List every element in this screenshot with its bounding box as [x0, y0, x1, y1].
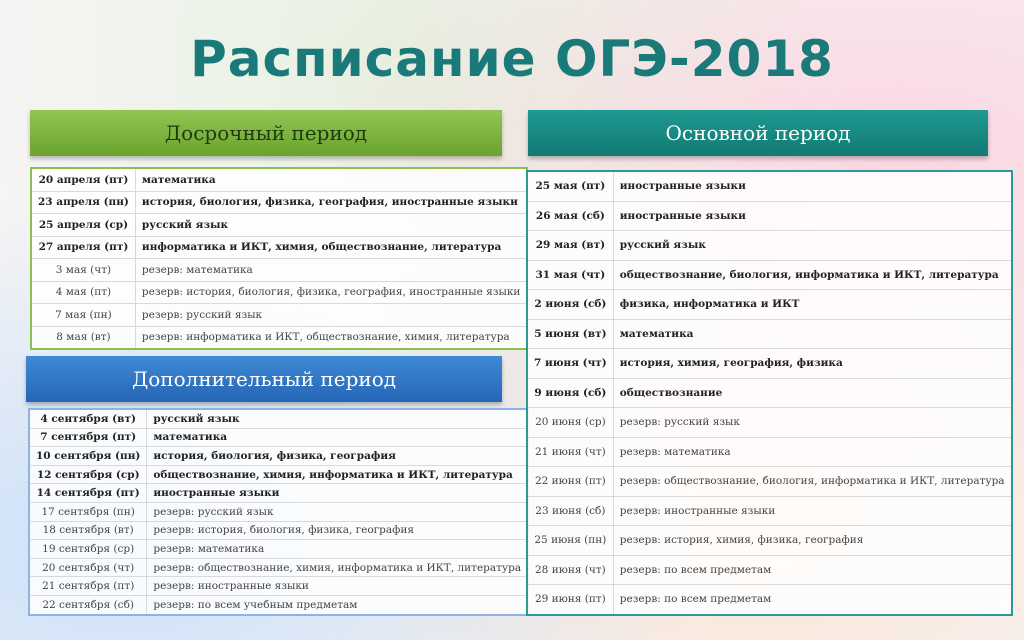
- table-row: [29, 447, 528, 466]
- table-row: [29, 521, 528, 540]
- exam-subjects: резерв: математика: [613, 437, 1011, 467]
- exam-date: 7 мая (пн): [31, 304, 135, 327]
- exam-subjects: математика: [135, 168, 527, 191]
- exam-subjects: история, биология, физика, география: [147, 447, 528, 466]
- exam-subjects: резерв: русский язык: [147, 502, 528, 521]
- exam-date: 21 июня (чт): [527, 437, 613, 467]
- exam-subjects: резерв: русский язык: [135, 304, 527, 327]
- additional-period-header: Дополнительный период: [26, 356, 502, 402]
- table-row: [29, 428, 528, 447]
- exam-subjects: физика, информатика и ИКТ: [613, 290, 1011, 320]
- table-row: [29, 540, 528, 559]
- table-row: [527, 201, 1012, 231]
- early-period-header: Досрочный период: [30, 110, 502, 156]
- table-row: [31, 191, 527, 214]
- table-row: [527, 171, 1012, 201]
- exam-date: 29 июня (пт): [527, 585, 613, 615]
- exam-subjects: русский язык: [613, 231, 1011, 261]
- table-row: [31, 259, 527, 282]
- table-row: [527, 319, 1012, 349]
- table-row: [31, 281, 527, 304]
- exam-date: 27 апреля (пт): [31, 236, 135, 259]
- exam-date: 22 июня (пт): [527, 467, 613, 497]
- table-row: [527, 378, 1012, 408]
- exam-date: 4 мая (пт): [31, 281, 135, 304]
- exam-date: 29 мая (вт): [527, 231, 613, 261]
- table-row: [31, 168, 527, 191]
- table-row: [527, 290, 1012, 320]
- exam-subjects: резерв: информатика и ИКТ, обществознание, химия, литература: [135, 326, 527, 349]
- exam-subjects: резерв: иностранные языки: [147, 577, 528, 596]
- page-title: Расписание ОГЭ-2018: [190, 30, 834, 88]
- exam-date: 22 сентября (сб): [29, 595, 147, 614]
- exam-subjects: резерв: математика: [135, 259, 527, 282]
- exam-subjects: иностранные языки: [147, 484, 528, 503]
- exam-subjects: информатика и ИКТ, химия, обществознание, литература: [135, 236, 527, 259]
- exam-date: 9 июня (сб): [527, 378, 613, 408]
- exam-subjects: обществознание, химия, информатика и ИКТ, литература: [147, 465, 528, 484]
- exam-date: 3 мая (чт): [31, 259, 135, 282]
- exam-date: 26 мая (сб): [527, 201, 613, 231]
- table-row: [29, 484, 528, 503]
- exam-subjects: математика: [613, 319, 1011, 349]
- exam-date: 7 сентября (пт): [29, 428, 147, 447]
- table-row: [29, 502, 528, 521]
- exam-subjects: резерв: история, биология, физика, география, иностранные языки: [135, 281, 527, 304]
- exam-date: 18 сентября (вт): [29, 521, 147, 540]
- table-row: [527, 260, 1012, 290]
- exam-subjects: резерв: математика: [147, 540, 528, 559]
- exam-date: 8 мая (вт): [31, 326, 135, 349]
- exam-date: 5 июня (вт): [527, 319, 613, 349]
- table-row: [31, 304, 527, 327]
- table-row: [31, 214, 527, 237]
- exam-date: 12 сентября (ср): [29, 465, 147, 484]
- exam-subjects: математика: [147, 428, 528, 447]
- table-row: [527, 437, 1012, 467]
- exam-date: 23 апреля (пн): [31, 191, 135, 214]
- exam-subjects: обществознание: [613, 378, 1011, 408]
- exam-subjects: резерв: по всем предметам: [613, 555, 1011, 585]
- main-period-table: [526, 170, 1013, 616]
- exam-subjects: история, биология, физика, география, иностранные языки: [135, 191, 527, 214]
- exam-subjects: резерв: русский язык: [613, 408, 1011, 438]
- exam-subjects: резерв: по всем учебным предметам: [147, 595, 528, 614]
- exam-date: 20 сентября (чт): [29, 558, 147, 577]
- table-row: [29, 577, 528, 596]
- exam-subjects: русский язык: [147, 409, 528, 428]
- exam-date: 2 июня (сб): [527, 290, 613, 320]
- table-row: [29, 465, 528, 484]
- main-period-header: Основной период: [528, 110, 988, 156]
- exam-subjects: резерв: по всем предметам: [613, 585, 1011, 615]
- exam-date: 21 сентября (пт): [29, 577, 147, 596]
- table-row: [527, 467, 1012, 497]
- table-row: [29, 409, 528, 428]
- exam-date: 7 июня (чт): [527, 349, 613, 379]
- exam-date: 20 апреля (пт): [31, 168, 135, 191]
- table-row: [29, 595, 528, 614]
- exam-date: 17 сентября (пн): [29, 502, 147, 521]
- exam-date: 10 сентября (пн): [29, 447, 147, 466]
- exam-subjects: обществознание, биология, информатика и ИКТ, литература: [613, 260, 1011, 290]
- exam-subjects: иностранные языки: [613, 201, 1011, 231]
- table-row: [527, 231, 1012, 261]
- exam-date: 23 июня (сб): [527, 496, 613, 526]
- exam-date: 25 июня (пн): [527, 526, 613, 556]
- table-row: [31, 326, 527, 349]
- exam-subjects: резерв: иностранные языки: [613, 496, 1011, 526]
- exam-date: 19 сентября (ср): [29, 540, 147, 559]
- table-row: [527, 496, 1012, 526]
- exam-subjects: русский язык: [135, 214, 527, 237]
- exam-date: 14 сентября (пт): [29, 484, 147, 503]
- table-row: [527, 349, 1012, 379]
- table-row: [31, 236, 527, 259]
- table-row: [527, 408, 1012, 438]
- exam-subjects: история, химия, география, физика: [613, 349, 1011, 379]
- exam-subjects: резерв: история, химия, физика, география: [613, 526, 1011, 556]
- table-row: [527, 585, 1012, 615]
- exam-subjects: резерв: обществознание, химия, информатика и ИКТ, литература: [147, 558, 528, 577]
- exam-date: 25 мая (пт): [527, 171, 613, 201]
- table-row: [527, 526, 1012, 556]
- exam-date: 31 мая (чт): [527, 260, 613, 290]
- exam-date: 4 сентября (вт): [29, 409, 147, 428]
- exam-date: 25 апреля (ср): [31, 214, 135, 237]
- exam-subjects: резерв: обществознание, биология, информатика и ИКТ, литература: [613, 467, 1011, 497]
- early-period-table: [30, 167, 528, 350]
- exam-date: 28 июня (чт): [527, 555, 613, 585]
- additional-period-table: [28, 408, 529, 616]
- exam-date: 20 июня (ср): [527, 408, 613, 438]
- exam-subjects: резерв: история, биология, физика, география: [147, 521, 528, 540]
- exam-subjects: иностранные языки: [613, 171, 1011, 201]
- table-row: [29, 558, 528, 577]
- table-row: [527, 555, 1012, 585]
